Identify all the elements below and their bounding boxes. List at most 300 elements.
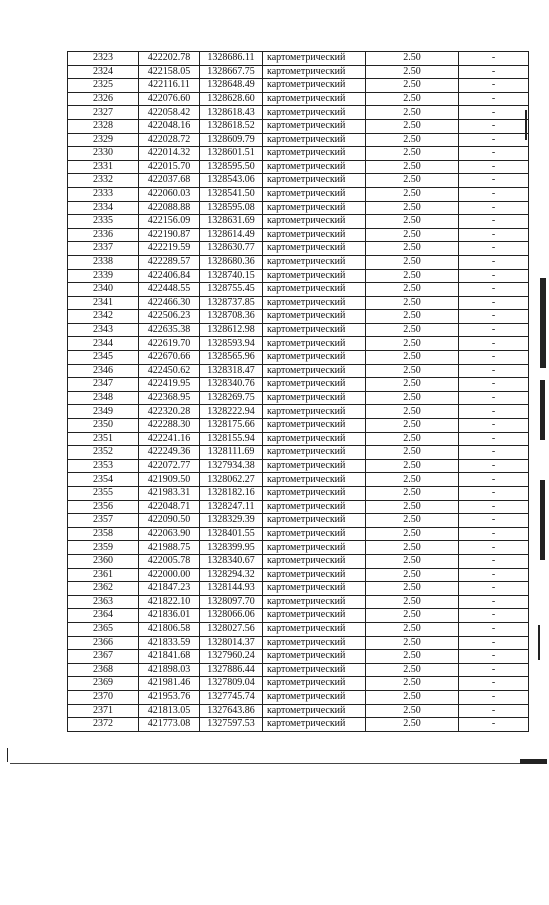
x-coordinate-cell: 422028.72 [139, 133, 200, 147]
note-cell: - [459, 160, 529, 174]
x-coordinate-cell: 422249.36 [139, 446, 200, 460]
accuracy-cell: 2.50 [366, 323, 459, 337]
method-cell: картометрический [263, 704, 366, 718]
x-coordinate-cell: 422090.50 [139, 514, 200, 528]
y-coordinate-cell: 1328612.98 [200, 323, 263, 337]
point-number-cell: 2334 [68, 201, 139, 215]
point-number-cell: 2344 [68, 337, 139, 351]
accuracy-cell: 2.50 [366, 391, 459, 405]
note-cell: - [459, 405, 529, 419]
y-coordinate-cell: 1327597.53 [200, 718, 263, 732]
point-number-cell: 2358 [68, 527, 139, 541]
table-row [68, 568, 529, 582]
method-cell: картометрический [263, 514, 366, 528]
y-coordinate-cell: 1328340.76 [200, 378, 263, 392]
x-coordinate-cell: 422156.09 [139, 215, 200, 229]
accuracy-cell: 2.50 [366, 650, 459, 664]
table-row [68, 514, 529, 528]
note-cell: - [459, 133, 529, 147]
y-coordinate-cell: 1328247.11 [200, 500, 263, 514]
point-number-cell: 2328 [68, 119, 139, 133]
note-cell: - [459, 215, 529, 229]
point-number-cell: 2326 [68, 92, 139, 106]
table-row [68, 690, 529, 704]
note-cell: - [459, 595, 529, 609]
method-cell: картометрический [263, 351, 366, 365]
y-coordinate-cell: 1328144.93 [200, 582, 263, 596]
y-coordinate-cell: 1328175.66 [200, 419, 263, 433]
x-coordinate-cell: 422190.87 [139, 228, 200, 242]
method-cell: картометрический [263, 446, 366, 460]
accuracy-cell: 2.50 [366, 473, 459, 487]
y-coordinate-cell: 1328294.32 [200, 568, 263, 582]
y-coordinate-cell: 1328543.06 [200, 174, 263, 188]
y-coordinate-cell: 1328593.94 [200, 337, 263, 351]
table-row [68, 201, 529, 215]
table-row [68, 323, 529, 337]
point-number-cell: 2329 [68, 133, 139, 147]
point-number-cell: 2356 [68, 500, 139, 514]
y-coordinate-cell: 1328667.75 [200, 65, 263, 79]
x-coordinate-cell: 421983.31 [139, 487, 200, 501]
y-coordinate-cell: 1328066.06 [200, 609, 263, 623]
accuracy-cell: 2.50 [366, 663, 459, 677]
method-cell: картометрический [263, 378, 366, 392]
point-number-cell: 2364 [68, 609, 139, 623]
accuracy-cell: 2.50 [366, 283, 459, 297]
method-cell: картометрический [263, 609, 366, 623]
note-cell: - [459, 487, 529, 501]
method-cell: картометрический [263, 255, 366, 269]
accuracy-cell: 2.50 [366, 378, 459, 392]
method-cell: картометрический [263, 296, 366, 310]
note-cell: - [459, 187, 529, 201]
x-coordinate-cell: 422116.11 [139, 79, 200, 93]
point-number-cell: 2331 [68, 160, 139, 174]
note-cell: - [459, 283, 529, 297]
table-row [68, 609, 529, 623]
method-cell: картометрический [263, 622, 366, 636]
accuracy-cell: 2.50 [366, 487, 459, 501]
table-row [68, 663, 529, 677]
point-number-cell: 2335 [68, 215, 139, 229]
accuracy-cell: 2.50 [366, 242, 459, 256]
y-coordinate-cell: 1328595.08 [200, 201, 263, 215]
x-coordinate-cell: 422000.00 [139, 568, 200, 582]
y-coordinate-cell: 1328708.36 [200, 310, 263, 324]
x-coordinate-cell: 422619.70 [139, 337, 200, 351]
table-row [68, 554, 529, 568]
accuracy-cell: 2.50 [366, 215, 459, 229]
scan-artifact [540, 278, 546, 368]
method-cell: картометрический [263, 119, 366, 133]
x-coordinate-cell: 422158.05 [139, 65, 200, 79]
point-number-cell: 2338 [68, 255, 139, 269]
point-number-cell: 2339 [68, 269, 139, 283]
note-cell: - [459, 296, 529, 310]
page-bottom-rule [10, 763, 535, 764]
method-cell: картометрический [263, 160, 366, 174]
point-number-cell: 2343 [68, 323, 139, 337]
method-cell: картометрический [263, 65, 366, 79]
x-coordinate-cell: 422406.84 [139, 269, 200, 283]
y-coordinate-cell: 1327745.74 [200, 690, 263, 704]
table-row [68, 133, 529, 147]
x-coordinate-cell: 421833.59 [139, 636, 200, 650]
x-coordinate-cell: 421806.58 [139, 622, 200, 636]
accuracy-cell: 2.50 [366, 527, 459, 541]
note-cell: - [459, 242, 529, 256]
table-row [68, 432, 529, 446]
method-cell: картометрический [263, 133, 366, 147]
accuracy-cell: 2.50 [366, 690, 459, 704]
note-cell: - [459, 636, 529, 650]
table-row [68, 242, 529, 256]
accuracy-cell: 2.50 [366, 541, 459, 555]
method-cell: картометрический [263, 527, 366, 541]
y-coordinate-cell: 1328027.56 [200, 622, 263, 636]
note-cell: - [459, 704, 529, 718]
table-row [68, 527, 529, 541]
method-cell: картометрический [263, 52, 366, 66]
note-cell: - [459, 690, 529, 704]
x-coordinate-cell: 421953.76 [139, 690, 200, 704]
accuracy-cell: 2.50 [366, 92, 459, 106]
method-cell: картометрический [263, 364, 366, 378]
x-coordinate-cell: 422048.16 [139, 119, 200, 133]
x-coordinate-cell: 422450.62 [139, 364, 200, 378]
note-cell: - [459, 364, 529, 378]
method-cell: картометрический [263, 432, 366, 446]
table-row [68, 704, 529, 718]
point-number-cell: 2333 [68, 187, 139, 201]
y-coordinate-cell: 1328737.85 [200, 296, 263, 310]
point-number-cell: 2359 [68, 541, 139, 555]
method-cell: картометрический [263, 242, 366, 256]
method-cell: картометрический [263, 690, 366, 704]
coordinates-table [67, 51, 529, 732]
point-number-cell: 2357 [68, 514, 139, 528]
point-number-cell: 2327 [68, 106, 139, 120]
table-row [68, 378, 529, 392]
note-cell: - [459, 391, 529, 405]
note-cell: - [459, 269, 529, 283]
x-coordinate-cell: 422015.70 [139, 160, 200, 174]
y-coordinate-cell: 1327643.86 [200, 704, 263, 718]
x-coordinate-cell: 421822.10 [139, 595, 200, 609]
accuracy-cell: 2.50 [366, 446, 459, 460]
point-number-cell: 2355 [68, 487, 139, 501]
table-row [68, 419, 529, 433]
y-coordinate-cell: 1328097.70 [200, 595, 263, 609]
method-cell: картометрический [263, 554, 366, 568]
x-coordinate-cell: 422014.32 [139, 147, 200, 161]
point-number-cell: 2371 [68, 704, 139, 718]
x-coordinate-cell: 421981.46 [139, 677, 200, 691]
point-number-cell: 2363 [68, 595, 139, 609]
x-coordinate-cell: 422506.23 [139, 310, 200, 324]
point-number-cell: 2346 [68, 364, 139, 378]
method-cell: картометрический [263, 187, 366, 201]
y-coordinate-cell: 1328269.75 [200, 391, 263, 405]
method-cell: картометрический [263, 391, 366, 405]
point-number-cell: 2368 [68, 663, 139, 677]
accuracy-cell: 2.50 [366, 432, 459, 446]
point-number-cell: 2350 [68, 419, 139, 433]
method-cell: картометрический [263, 541, 366, 555]
table-row [68, 283, 529, 297]
table-row [68, 79, 529, 93]
accuracy-cell: 2.50 [366, 79, 459, 93]
table-row [68, 405, 529, 419]
scan-artifact [540, 480, 545, 560]
accuracy-cell: 2.50 [366, 174, 459, 188]
x-coordinate-cell: 421898.03 [139, 663, 200, 677]
y-coordinate-cell: 1328601.51 [200, 147, 263, 161]
point-number-cell: 2352 [68, 446, 139, 460]
method-cell: картометрический [263, 147, 366, 161]
x-coordinate-cell: 422320.28 [139, 405, 200, 419]
y-coordinate-cell: 1328618.52 [200, 119, 263, 133]
method-cell: картометрический [263, 677, 366, 691]
accuracy-cell: 2.50 [366, 568, 459, 582]
x-coordinate-cell: 422202.78 [139, 52, 200, 66]
x-coordinate-cell: 421847.23 [139, 582, 200, 596]
table-row [68, 364, 529, 378]
table-row [68, 106, 529, 120]
y-coordinate-cell: 1328541.50 [200, 187, 263, 201]
y-coordinate-cell: 1328595.50 [200, 160, 263, 174]
note-cell: - [459, 310, 529, 324]
point-number-cell: 2353 [68, 459, 139, 473]
note-cell: - [459, 79, 529, 93]
point-number-cell: 2347 [68, 378, 139, 392]
y-coordinate-cell: 1328399.95 [200, 541, 263, 555]
x-coordinate-cell: 422037.68 [139, 174, 200, 188]
accuracy-cell: 2.50 [366, 160, 459, 174]
method-cell: картометрический [263, 459, 366, 473]
x-coordinate-cell: 422072.77 [139, 459, 200, 473]
accuracy-cell: 2.50 [366, 310, 459, 324]
point-number-cell: 2365 [68, 622, 139, 636]
y-coordinate-cell: 1328609.79 [200, 133, 263, 147]
method-cell: картометрический [263, 419, 366, 433]
point-number-cell: 2345 [68, 351, 139, 365]
table-row [68, 310, 529, 324]
method-cell: картометрический [263, 500, 366, 514]
table-row [68, 160, 529, 174]
x-coordinate-cell: 421988.75 [139, 541, 200, 555]
point-number-cell: 2336 [68, 228, 139, 242]
note-cell: - [459, 147, 529, 161]
point-number-cell: 2351 [68, 432, 139, 446]
scan-artifact [538, 625, 540, 660]
x-coordinate-cell: 422048.71 [139, 500, 200, 514]
table-row [68, 296, 529, 310]
note-cell: - [459, 106, 529, 120]
note-cell: - [459, 663, 529, 677]
x-coordinate-cell: 422635.38 [139, 323, 200, 337]
note-cell: - [459, 650, 529, 664]
accuracy-cell: 2.50 [366, 364, 459, 378]
accuracy-cell: 2.50 [366, 106, 459, 120]
accuracy-cell: 2.50 [366, 269, 459, 283]
y-coordinate-cell: 1328111.69 [200, 446, 263, 460]
note-cell: - [459, 419, 529, 433]
accuracy-cell: 2.50 [366, 296, 459, 310]
point-number-cell: 2361 [68, 568, 139, 582]
point-number-cell: 2370 [68, 690, 139, 704]
accuracy-cell: 2.50 [366, 133, 459, 147]
y-coordinate-cell: 1328614.49 [200, 228, 263, 242]
note-cell: - [459, 432, 529, 446]
point-number-cell: 2337 [68, 242, 139, 256]
table-row [68, 595, 529, 609]
coordinates-table-body [68, 52, 529, 732]
method-cell: картометрический [263, 174, 366, 188]
note-cell: - [459, 351, 529, 365]
x-coordinate-cell: 422466.30 [139, 296, 200, 310]
table-row [68, 582, 529, 596]
accuracy-cell: 2.50 [366, 351, 459, 365]
table-row [68, 215, 529, 229]
table-row [68, 446, 529, 460]
note-cell: - [459, 65, 529, 79]
note-cell: - [459, 378, 529, 392]
accuracy-cell: 2.50 [366, 119, 459, 133]
scan-artifact [525, 110, 527, 140]
x-coordinate-cell: 422368.95 [139, 391, 200, 405]
x-coordinate-cell: 421813.05 [139, 704, 200, 718]
x-coordinate-cell: 422288.30 [139, 419, 200, 433]
accuracy-cell: 2.50 [366, 147, 459, 161]
note-cell: - [459, 92, 529, 106]
y-coordinate-cell: 1328565.96 [200, 351, 263, 365]
note-cell: - [459, 582, 529, 596]
method-cell: картометрический [263, 201, 366, 215]
table-row [68, 187, 529, 201]
method-cell: картометрический [263, 595, 366, 609]
note-cell: - [459, 718, 529, 732]
accuracy-cell: 2.50 [366, 677, 459, 691]
method-cell: картометрический [263, 582, 366, 596]
note-cell: - [459, 609, 529, 623]
method-cell: картометрический [263, 337, 366, 351]
table-row [68, 636, 529, 650]
method-cell: картометрический [263, 718, 366, 732]
y-coordinate-cell: 1328340.67 [200, 554, 263, 568]
point-number-cell: 2330 [68, 147, 139, 161]
note-cell: - [459, 174, 529, 188]
accuracy-cell: 2.50 [366, 704, 459, 718]
point-number-cell: 2348 [68, 391, 139, 405]
x-coordinate-cell: 421836.01 [139, 609, 200, 623]
method-cell: картометрический [263, 405, 366, 419]
accuracy-cell: 2.50 [366, 595, 459, 609]
y-coordinate-cell: 1328222.94 [200, 405, 263, 419]
point-number-cell: 2369 [68, 677, 139, 691]
y-coordinate-cell: 1328628.60 [200, 92, 263, 106]
y-coordinate-cell: 1328648.49 [200, 79, 263, 93]
note-cell: - [459, 337, 529, 351]
scan-artifact [540, 380, 545, 440]
x-coordinate-cell: 422419.95 [139, 378, 200, 392]
table-row [68, 147, 529, 161]
accuracy-cell: 2.50 [366, 419, 459, 433]
table-row [68, 174, 529, 188]
accuracy-cell: 2.50 [366, 622, 459, 636]
accuracy-cell: 2.50 [366, 609, 459, 623]
table-row [68, 541, 529, 555]
y-coordinate-cell: 1328318.47 [200, 364, 263, 378]
method-cell: картометрический [263, 310, 366, 324]
point-number-cell: 2360 [68, 554, 139, 568]
table-row [68, 718, 529, 732]
note-cell: - [459, 228, 529, 242]
scan-artifact [520, 759, 547, 764]
x-coordinate-cell: 422289.57 [139, 255, 200, 269]
point-number-cell: 2342 [68, 310, 139, 324]
table-row [68, 65, 529, 79]
x-coordinate-cell: 422241.16 [139, 432, 200, 446]
method-cell: картометрический [263, 283, 366, 297]
method-cell: картометрический [263, 106, 366, 120]
accuracy-cell: 2.50 [366, 514, 459, 528]
x-coordinate-cell: 421909.50 [139, 473, 200, 487]
method-cell: картометрический [263, 473, 366, 487]
x-coordinate-cell: 422060.03 [139, 187, 200, 201]
note-cell: - [459, 527, 529, 541]
method-cell: картометрический [263, 228, 366, 242]
accuracy-cell: 2.50 [366, 201, 459, 215]
table-row [68, 255, 529, 269]
y-coordinate-cell: 1327886.44 [200, 663, 263, 677]
method-cell: картометрический [263, 269, 366, 283]
x-coordinate-cell: 422063.90 [139, 527, 200, 541]
accuracy-cell: 2.50 [366, 187, 459, 201]
table-row [68, 337, 529, 351]
table-row [68, 487, 529, 501]
method-cell: картометрический [263, 79, 366, 93]
table-row [68, 52, 529, 66]
method-cell: картометрический [263, 636, 366, 650]
method-cell: картометрический [263, 487, 366, 501]
y-coordinate-cell: 1328740.15 [200, 269, 263, 283]
table-row [68, 119, 529, 133]
method-cell: картометрический [263, 650, 366, 664]
accuracy-cell: 2.50 [366, 65, 459, 79]
note-cell: - [459, 446, 529, 460]
note-cell: - [459, 459, 529, 473]
table-row [68, 473, 529, 487]
accuracy-cell: 2.50 [366, 582, 459, 596]
note-cell: - [459, 255, 529, 269]
y-coordinate-cell: 1328755.45 [200, 283, 263, 297]
point-number-cell: 2362 [68, 582, 139, 596]
method-cell: картометрический [263, 568, 366, 582]
table-row [68, 622, 529, 636]
note-cell: - [459, 622, 529, 636]
table-row [68, 269, 529, 283]
table-row [68, 351, 529, 365]
table-row [68, 391, 529, 405]
method-cell: картометрический [263, 215, 366, 229]
table-row [68, 228, 529, 242]
note-cell: - [459, 568, 529, 582]
y-coordinate-cell: 1327934.38 [200, 459, 263, 473]
y-coordinate-cell: 1328680.36 [200, 255, 263, 269]
y-coordinate-cell: 1328618.43 [200, 106, 263, 120]
